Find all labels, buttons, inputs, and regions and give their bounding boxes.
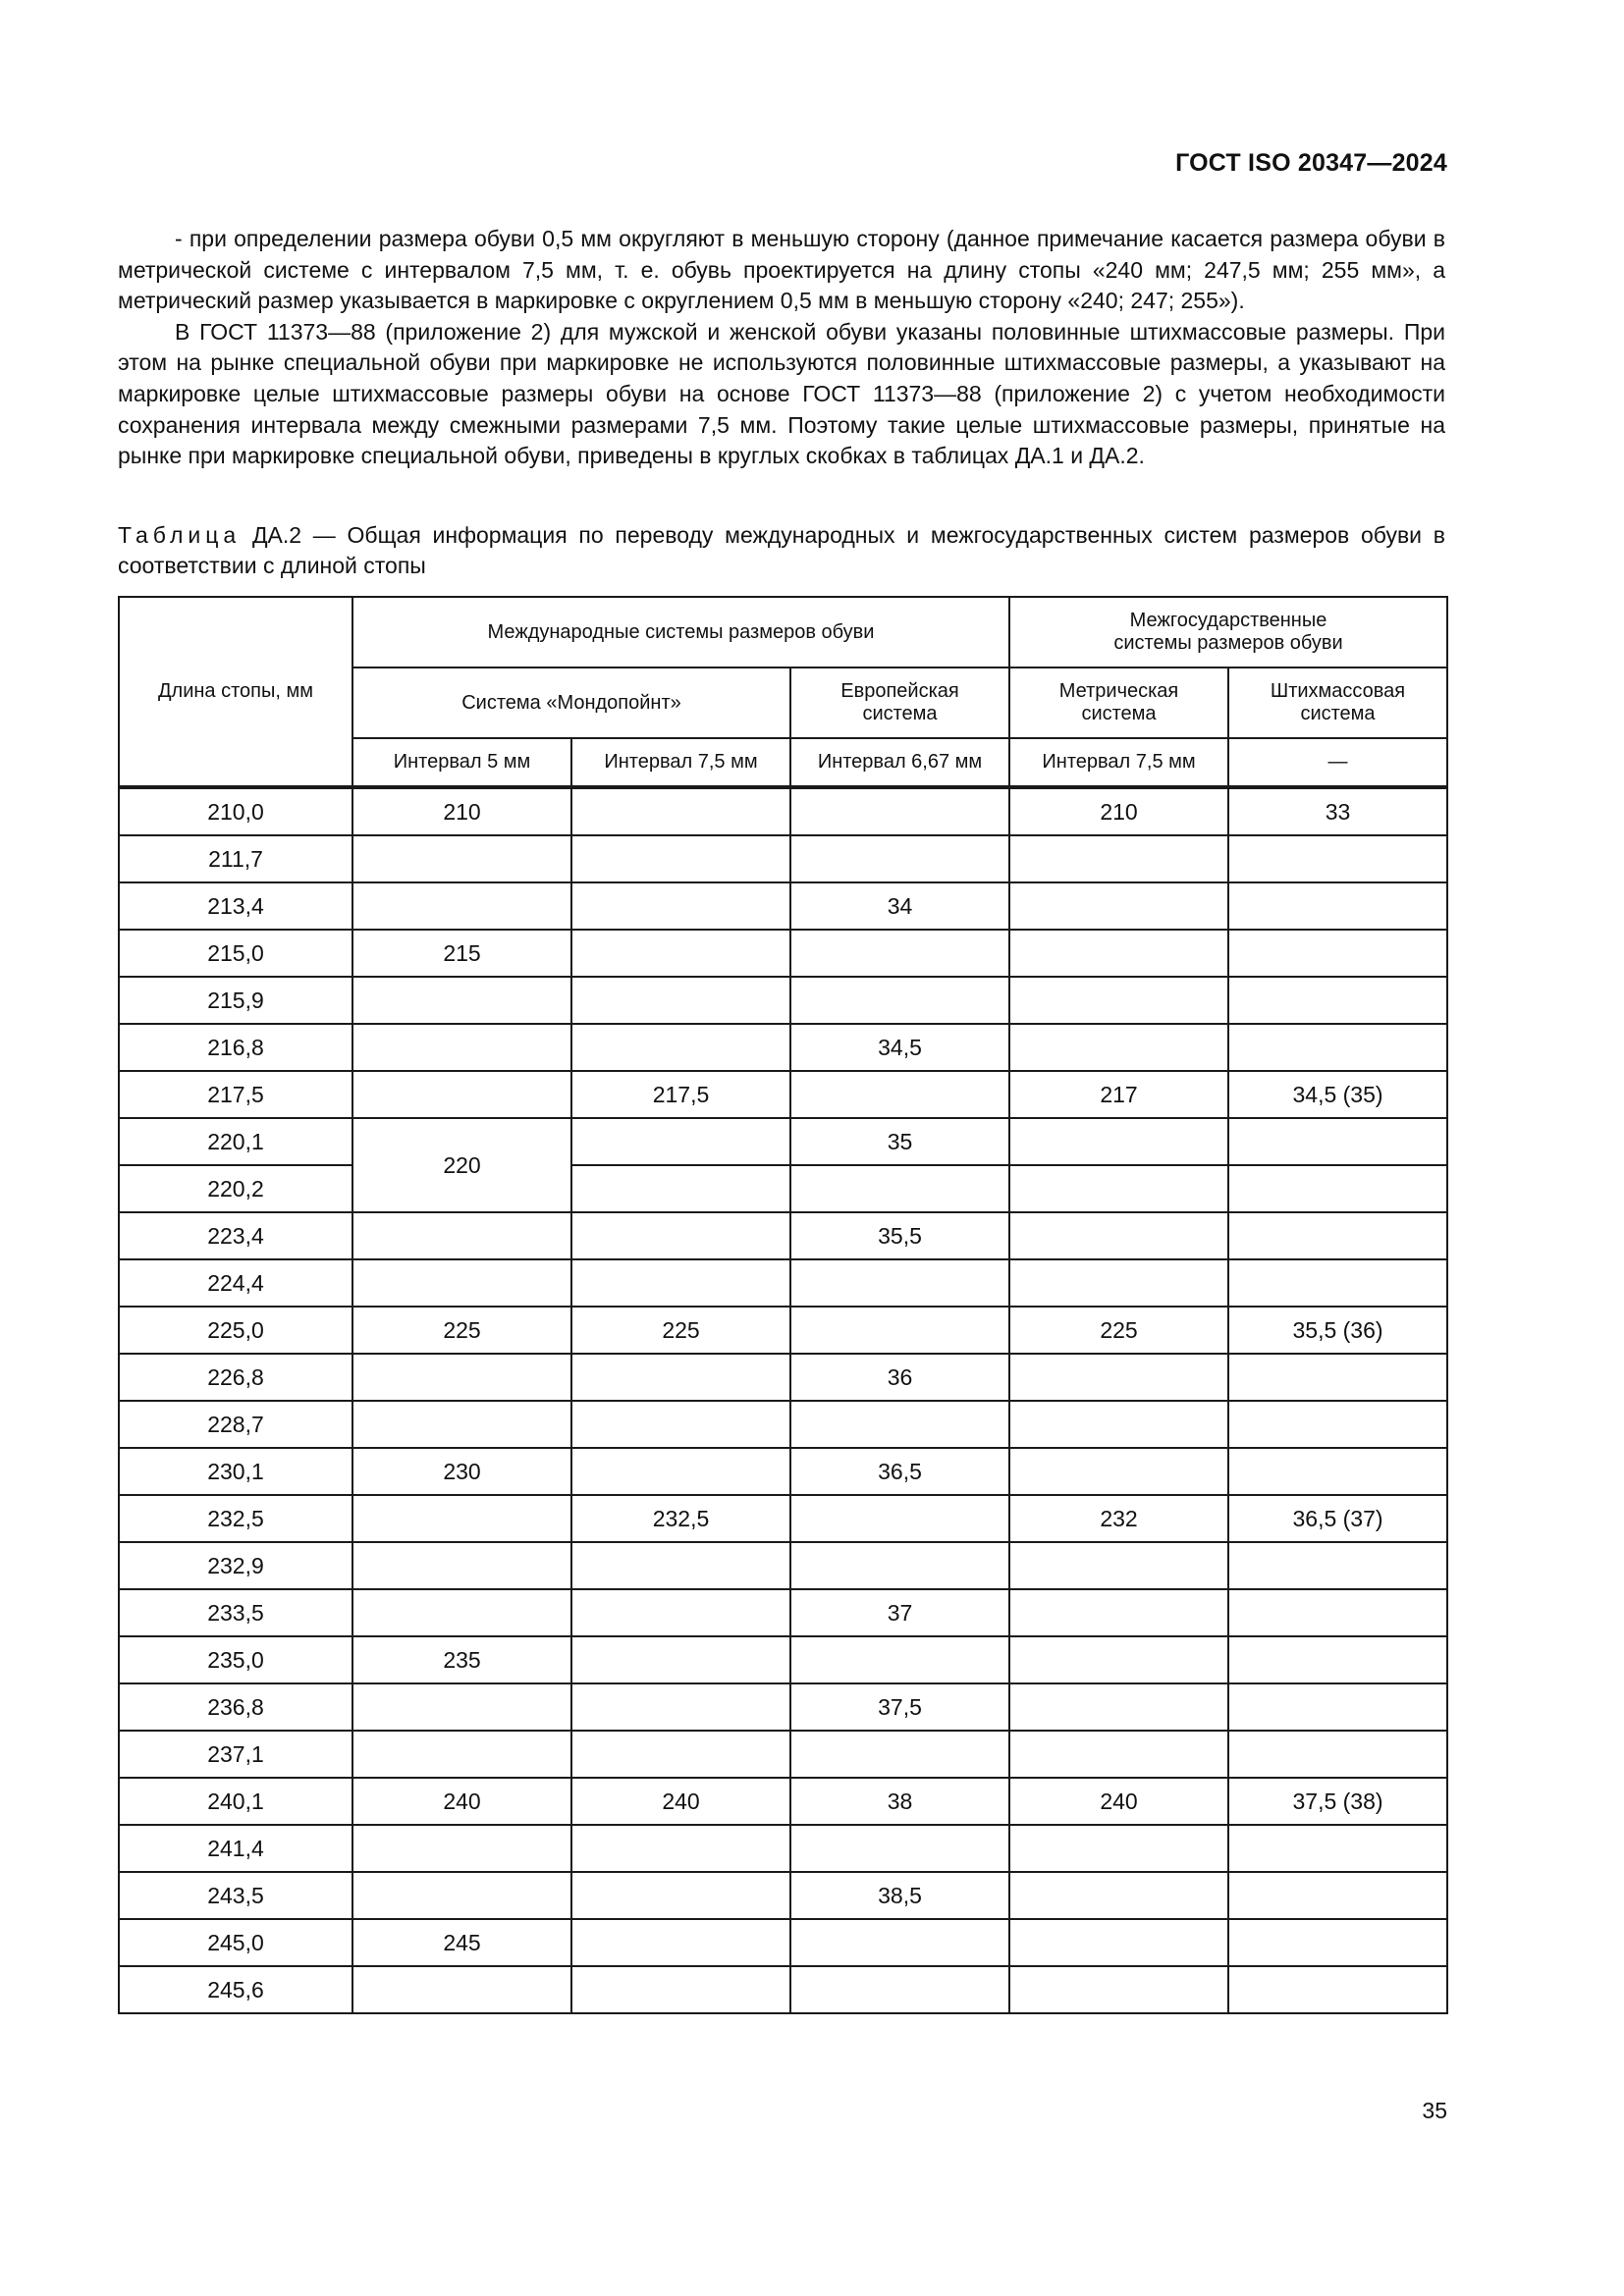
table-cell: 33 [1228,787,1447,835]
table-cell [352,1071,571,1118]
table-cell [790,787,1009,835]
table-cell: 36,5 (37) [1228,1495,1447,1542]
table-caption [118,520,1445,581]
table-cell: 245 [352,1919,571,1966]
table-cell [352,1495,571,1542]
document-code: ГОСТ ISO 20347—2024 [1175,149,1447,177]
table-cell: 237,1 [119,1731,352,1778]
table-cell [1009,835,1228,882]
table-cell: 34,5 [790,1024,1009,1071]
table-cell: 38,5 [790,1872,1009,1919]
table-row [119,835,1447,882]
header-interval-6-67: Интервал 6,67 мм [790,738,1009,787]
table-cell [1009,1731,1228,1778]
table-cell [1009,1259,1228,1307]
table-cell: 243,5 [119,1872,352,1919]
table-row [119,1354,1447,1401]
header-interval-7-5: Интервал 7,5 мм [571,738,790,787]
table-cell: 38 [790,1778,1009,1825]
table-cell: 37 [790,1589,1009,1636]
table-cell [1009,1401,1228,1448]
table-row [119,1307,1447,1354]
table-cell: 245,0 [119,1919,352,1966]
header-international-systems: Международные системы размеров обуви [352,597,1009,667]
table-cell: 240 [571,1778,790,1825]
table-cell: 240 [1009,1778,1228,1825]
table-cell: 210,0 [119,787,352,835]
table-cell [790,1401,1009,1448]
table-cell [571,1589,790,1636]
table-row [119,1495,1447,1542]
table-cell [1228,1872,1447,1919]
table-cell [1228,1354,1447,1401]
table-cell: 225 [352,1307,571,1354]
table-cell [571,930,790,977]
table-cell: 211,7 [119,835,352,882]
table-cell [352,1825,571,1872]
table-cell [1228,1542,1447,1589]
table-cell [571,882,790,930]
table-cell [790,1071,1009,1118]
table-cell [571,1872,790,1919]
table-cell: 217,5 [119,1071,352,1118]
table-row [119,1731,1447,1778]
table-cell [790,1495,1009,1542]
table-row [119,1872,1447,1919]
table-cell [571,1165,790,1212]
table-cell [1009,1872,1228,1919]
table-row [119,1683,1447,1731]
table-row [119,1024,1447,1071]
table-cell [352,1354,571,1401]
table-cell [1009,1636,1228,1683]
table-cell [1009,1448,1228,1495]
header-interval-7-5-metric: Интервал 7,5 мм [1009,738,1228,787]
table-cell [1228,1966,1447,2013]
table-cell [352,1872,571,1919]
table-cell [1009,1542,1228,1589]
table-row [119,977,1447,1024]
table-cell [1009,1354,1228,1401]
table-row [119,1212,1447,1259]
header-mondopoint: Система «Мондопойнт» [352,667,790,738]
table-cell [352,1212,571,1259]
table-cell: 232,5 [571,1495,790,1542]
table-cell: 232,5 [119,1495,352,1542]
table-cell [790,1259,1009,1307]
table-row [119,1071,1447,1118]
table-cell [1009,1919,1228,1966]
table-cell [790,1165,1009,1212]
table-row [119,787,1447,835]
table-cell [571,1259,790,1307]
table-cell: 35 [790,1118,1009,1165]
header-stichmass [1228,667,1447,738]
table-cell [790,1825,1009,1872]
table-cell [571,1825,790,1872]
table-cell [1009,1212,1228,1259]
table-row [119,1589,1447,1636]
table-cell [790,1966,1009,2013]
table-cell [1228,1448,1447,1495]
table-cell [571,1966,790,2013]
header-foot-length: Длина стопы, мм [119,597,352,787]
table-cell [352,835,571,882]
table-cell: 220,1 [119,1118,352,1165]
table-row [119,1165,1447,1212]
table-cell: 217,5 [571,1071,790,1118]
table-row [119,1825,1447,1872]
table-cell [790,1919,1009,1966]
table-cell [1228,930,1447,977]
table-cell [1009,1966,1228,2013]
table-cell [352,1589,571,1636]
table-cell [571,1636,790,1683]
table-cell [790,1307,1009,1354]
table-cell [571,977,790,1024]
table-row [119,1919,1447,1966]
table-cell [352,1683,571,1731]
table-cell: 35,5 (36) [1228,1307,1447,1354]
header-interval-5: Интервал 5 мм [352,738,571,787]
table-cell: 235 [352,1636,571,1683]
header-interstate-text: Межгосударственные системы размеров обуви [1113,610,1343,654]
table-cell: 216,8 [119,1024,352,1071]
table-cell: 235,0 [119,1636,352,1683]
table-cell: 213,4 [119,882,352,930]
table-cell [1228,1165,1447,1212]
table-cell [1009,1024,1228,1071]
table-cell: 230 [352,1448,571,1495]
table-cell [1228,1919,1447,1966]
table-cell: 37,5 [790,1683,1009,1731]
table-cell: 36 [790,1354,1009,1401]
table-cell [1009,882,1228,930]
table-cell [1009,1589,1228,1636]
table-cell [1228,1589,1447,1636]
table-cell [1228,1401,1447,1448]
table-cell: 225,0 [119,1307,352,1354]
paragraph: - при определении размера обуви 0,5 мм округляют в меньшую сторону (данное примечание касается размера обуви в метрической системе с интервалом 7,5 мм, т. е. обувь проектируется на длину стопы «240 мм; 247,5 мм; 255 мм», а метрический размер указывается в маркировке с округлением 0,5 мм в меньшую сторону «240; 247; 255»). [118,226,1445,314]
table-cell [571,1401,790,1448]
table-cell [352,1542,571,1589]
table-cell: 240,1 [119,1778,352,1825]
size-conversion-table [118,596,1448,2014]
table-cell [352,1966,571,2013]
table-cell [352,977,571,1024]
header-european-text: Европейская система [840,680,959,724]
table-cell [790,835,1009,882]
table-cell: 36,5 [790,1448,1009,1495]
table-cell [571,1118,790,1165]
table-cell [571,1354,790,1401]
table-cell [571,1683,790,1731]
table-cell [1228,1731,1447,1778]
table-cell [1009,1825,1228,1872]
table-row [119,1966,1447,2013]
table-cell: 35,5 [790,1212,1009,1259]
table-cell [571,1919,790,1966]
table-cell: 236,8 [119,1683,352,1731]
table-cell [571,1024,790,1071]
table-cell [1228,1259,1447,1307]
table-caption-text: ДА.2 — Общая информация по переводу международных и межгосударственных систем размеров обуви в соответствии с длиной стопы [118,522,1445,578]
header-european [790,667,1009,738]
table-cell: 230,1 [119,1448,352,1495]
table-cell [1228,1825,1447,1872]
table-cell [1228,1118,1447,1165]
header-stichmass-text: Штихмассовая система [1270,680,1406,724]
table-cell [790,930,1009,977]
table-cell: 220 [352,1118,571,1212]
table-cell [1228,1636,1447,1683]
table-cell [790,977,1009,1024]
table-cell [1228,1024,1447,1071]
table-cell [571,787,790,835]
table-cell [1009,977,1228,1024]
table-cell: 241,4 [119,1825,352,1872]
table-cell [352,1401,571,1448]
table-cell: 240 [352,1778,571,1825]
table-row [119,1448,1447,1495]
table-cell: 223,4 [119,1212,352,1259]
table-cell: 226,8 [119,1354,352,1401]
table-cell [571,835,790,882]
table-cell [352,1731,571,1778]
table-cell: 37,5 (38) [1228,1778,1447,1825]
table-cell: 210 [1009,787,1228,835]
table-cell [1009,1118,1228,1165]
table-cell [352,1259,571,1307]
table-cell: 232 [1009,1495,1228,1542]
table-row [119,1259,1447,1307]
header-metric-text: Метрическая система [1058,680,1179,724]
table-cell [790,1636,1009,1683]
table-cell: 225 [571,1307,790,1354]
table-cell: 215 [352,930,571,977]
table-cell: 225 [1009,1307,1228,1354]
table-cell: 215,9 [119,977,352,1024]
table-cell [1228,977,1447,1024]
header-dash: — [1228,738,1447,787]
table-cell [571,1542,790,1589]
table-cell [571,1731,790,1778]
table-cell: 220,2 [119,1165,352,1212]
table-cell [1228,1683,1447,1731]
table-cell: 215,0 [119,930,352,977]
table-cell [1228,882,1447,930]
table-row [119,1401,1447,1448]
header-interstate-systems [1009,597,1447,667]
table-cell: 210 [352,787,571,835]
table-cell [1228,1212,1447,1259]
table-cell: 34 [790,882,1009,930]
table-cell: 34,5 (35) [1228,1071,1447,1118]
table-row [119,1778,1447,1825]
table-cell [571,1212,790,1259]
body-text [118,224,1445,472]
table-cell: 232,9 [119,1542,352,1589]
table-cell: 224,4 [119,1259,352,1307]
table-cell: 233,5 [119,1589,352,1636]
table-cell [790,1731,1009,1778]
table-cell [790,1542,1009,1589]
header-metric [1009,667,1228,738]
table-cell [352,882,571,930]
table-cell: 228,7 [119,1401,352,1448]
table-cell [352,1024,571,1071]
table-row [119,1636,1447,1683]
table-cell [571,1448,790,1495]
table-cell [1009,930,1228,977]
table-cell: 245,6 [119,1966,352,2013]
table-row [119,1118,1447,1165]
table-row [119,930,1447,977]
page-number: 35 [1422,2098,1447,2123]
table-cell [1009,1165,1228,1212]
paragraph: В ГОСТ 11373—88 (приложение 2) для мужской и женской обуви указаны половинные штихмассовые размеры. При этом на рынке специальной обуви при маркировке не используются половинные штихмассовые размеры, а указывают на маркировке целые штихмассовые размеры обуви на основе ГОСТ 11373—88 (приложение 2) с учетом необходимости сохранения интервала между смежными размерами 7,5 мм. Поэтому такие целые штихмассовые размеры, принятые на рынке при маркировке специальной обуви, приведены в круглых скобках в таблицах ДА.1 и ДА.2. [118,318,1445,469]
table-cell [1009,1683,1228,1731]
table-row [119,882,1447,930]
table-caption-label: Таблица [118,522,242,548]
table-cell: 217 [1009,1071,1228,1118]
table-row [119,1542,1447,1589]
table-cell [1228,835,1447,882]
